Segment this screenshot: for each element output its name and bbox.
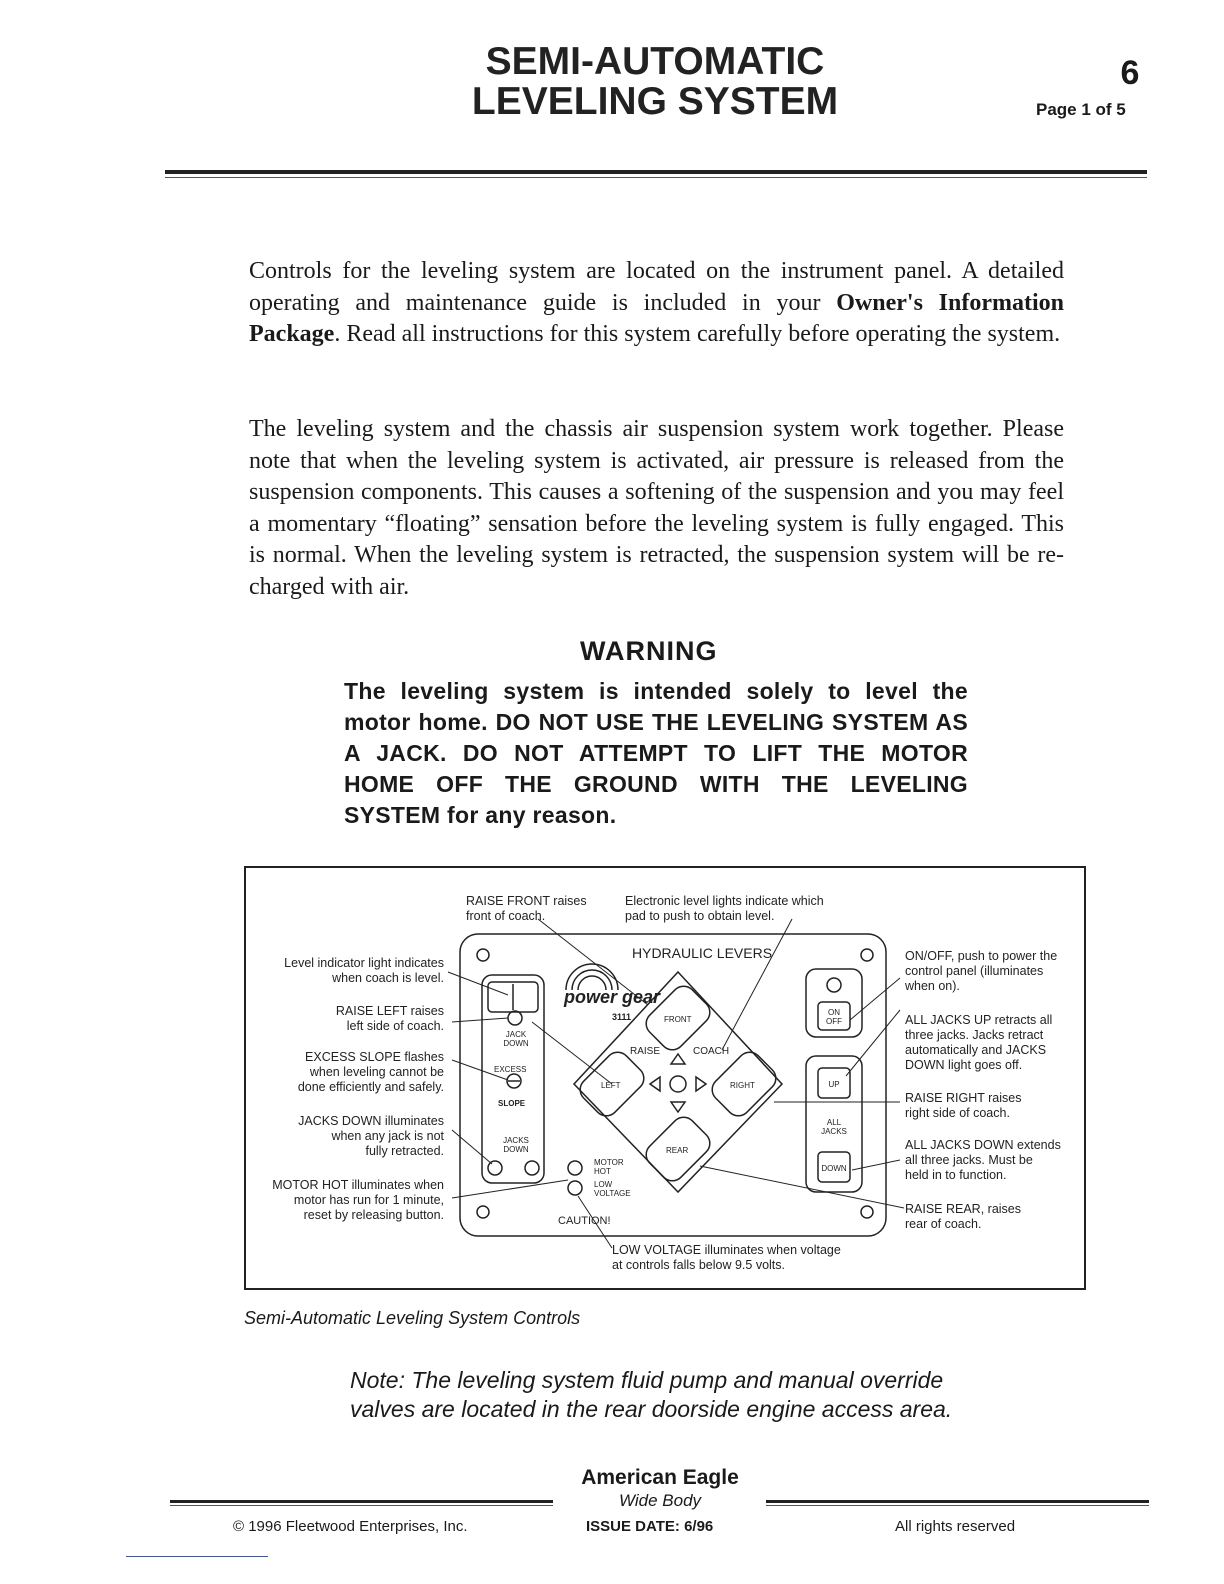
low-voltage-label: LOW VOLTAGE	[594, 1180, 631, 1198]
jacks-down-label: JACKS DOWN	[503, 1136, 529, 1154]
callout-electronic-lights: Electronic level lights indicate which pad to push to obtain level.	[625, 894, 824, 923]
callout-raise-left: RAISE LEFT raises left side of coach.	[335, 1004, 444, 1033]
on-off-label: ON OFF	[826, 1008, 842, 1026]
footer-subtitle: Wide Body	[618, 1491, 702, 1510]
title-line-1: SEMI-AUTOMATIC	[485, 40, 825, 83]
intro-text-b: . Read all instructions for this system carefully before operating the system.	[334, 321, 1061, 347]
callout-raise-rear: RAISE REAR, raises rear of coach.	[905, 1202, 1022, 1231]
up-label: UP	[828, 1080, 840, 1089]
brand-model: 3111	[612, 1012, 632, 1022]
intro-text-a: Controls for the leveling system are located on the instrument panel. A detailed operating and maintenance guide is included in your	[249, 258, 1064, 316]
low-voltage-light-icon	[568, 1181, 582, 1195]
copyright: © 1996 Fleetwood Enterprises, Inc.	[233, 1518, 468, 1535]
figure-caption: Semi-Automatic Leveling System Controls	[244, 1308, 581, 1328]
rear-label: REAR	[666, 1146, 689, 1155]
warning-text: The leveling system is intended solely to level the motor home. DO NOT USE THE LEVELING SYSTEM AS A JACK. DO NOT ATTEMPT TO LIFT THE MOTOR HOME OFF THE GROUND WITH THE LEVELING SYSTEM for any reason.	[344, 678, 968, 828]
scan-edge-mark	[126, 1556, 268, 1557]
jacks-down-light-icon	[525, 1161, 539, 1175]
callout-level-indicator: Level indicator light indicates when coach is level.	[284, 956, 444, 985]
footer-rule-left-thin	[170, 1505, 553, 1506]
level-up-arrow-icon	[671, 1054, 685, 1064]
callout-raise-front: RAISE FRONT raises front of coach.	[466, 894, 587, 923]
brand-logo-text: power gear	[564, 987, 661, 1007]
callout-on-off: ON/OFF, push to power the control panel (illuminates when on).	[905, 949, 1058, 993]
right-label: RIGHT	[730, 1081, 755, 1090]
front-label: FRONT	[664, 1015, 692, 1024]
raise-label: RAISE	[630, 1046, 661, 1057]
callout-jacks-down: JACKS DOWN illuminates when any jack is not fully retracted.	[298, 1114, 444, 1158]
level-left-arrow-icon	[650, 1077, 660, 1091]
chapter-number: 6	[1120, 54, 1140, 92]
callout-low-voltage: LOW VOLTAGE illuminates when voltage at controls falls below 9.5 volts.	[612, 1243, 841, 1272]
all-jacks-label: ALL JACKS	[821, 1118, 847, 1136]
page-indicator: Page 1 of 5	[1036, 100, 1126, 119]
panel-heading: HYDRAULIC LEVERS	[632, 945, 773, 961]
screw-icon	[477, 1206, 489, 1218]
callout-motor-hot: MOTOR HOT illuminates when motor has run for 1 minute, reset by releasing button.	[272, 1178, 444, 1222]
power-light-icon	[827, 978, 841, 992]
footer-rule-right	[766, 1500, 1149, 1503]
level-down-arrow-icon	[671, 1102, 685, 1112]
level-right-arrow-icon	[696, 1077, 706, 1091]
footer-title: American Eagle	[581, 1466, 739, 1489]
level-center-light-icon	[670, 1076, 686, 1092]
left-label: LEFT	[601, 1081, 621, 1090]
motor-hot-label: MOTOR HOT	[594, 1158, 624, 1176]
excess-label: EXCESS	[494, 1065, 527, 1074]
callout-all-jacks-up: ALL JACKS UP retracts all three jacks. Jacks retract automatically and JACKS DOWN light goes off.	[905, 1013, 1053, 1072]
jack-down-label: JACK DOWN	[503, 1030, 529, 1048]
suspension-paragraph: The leveling system and the chassis air suspension system work together. Please note that when the leveling system is activated, air pressure is released from the suspension components. This causes a softening of the suspension and you may feel a momentary “floating” sensation before the leveling system is fully engaged. This is normal. When the leveling system is retracted, the suspension system will be re-charged with air.	[249, 416, 1064, 600]
footer-rule-left	[170, 1500, 553, 1503]
caution-label: CAUTION!	[558, 1215, 611, 1227]
title-line-2: LEVELING SYSTEM	[471, 80, 839, 123]
note-text: Note: The leveling system fluid pump and manual override valves are located in the rear doorside engine access area.	[350, 1367, 953, 1422]
coach-label: COACH	[693, 1046, 730, 1057]
callout-excess-slope: EXCESS SLOPE flashes when leveling cannot be done efficiently and safely.	[297, 1050, 444, 1094]
screw-icon	[861, 1206, 873, 1218]
jacks-down-light-icon	[488, 1161, 502, 1175]
rights-reserved: All rights reserved	[895, 1518, 1016, 1535]
warning-title: WARNING	[580, 636, 718, 666]
issue-date: ISSUE DATE: 6/96	[586, 1518, 714, 1535]
screw-icon	[861, 949, 873, 961]
slope-label: SLOPE	[498, 1099, 526, 1108]
owners-package-emphasis: Owner's Information Package	[249, 289, 1064, 347]
footer-rule-right-thin	[766, 1505, 1149, 1506]
jack-down-light-icon	[508, 1011, 522, 1025]
screw-icon	[477, 949, 489, 961]
callout-all-jacks-down: ALL JACKS DOWN extends all three jacks. Must be held in to function.	[905, 1138, 1061, 1182]
down-label: DOWN	[821, 1164, 847, 1173]
callout-raise-right: RAISE RIGHT raises right side of coach.	[905, 1091, 1022, 1120]
motor-hot-light-icon	[568, 1161, 582, 1175]
